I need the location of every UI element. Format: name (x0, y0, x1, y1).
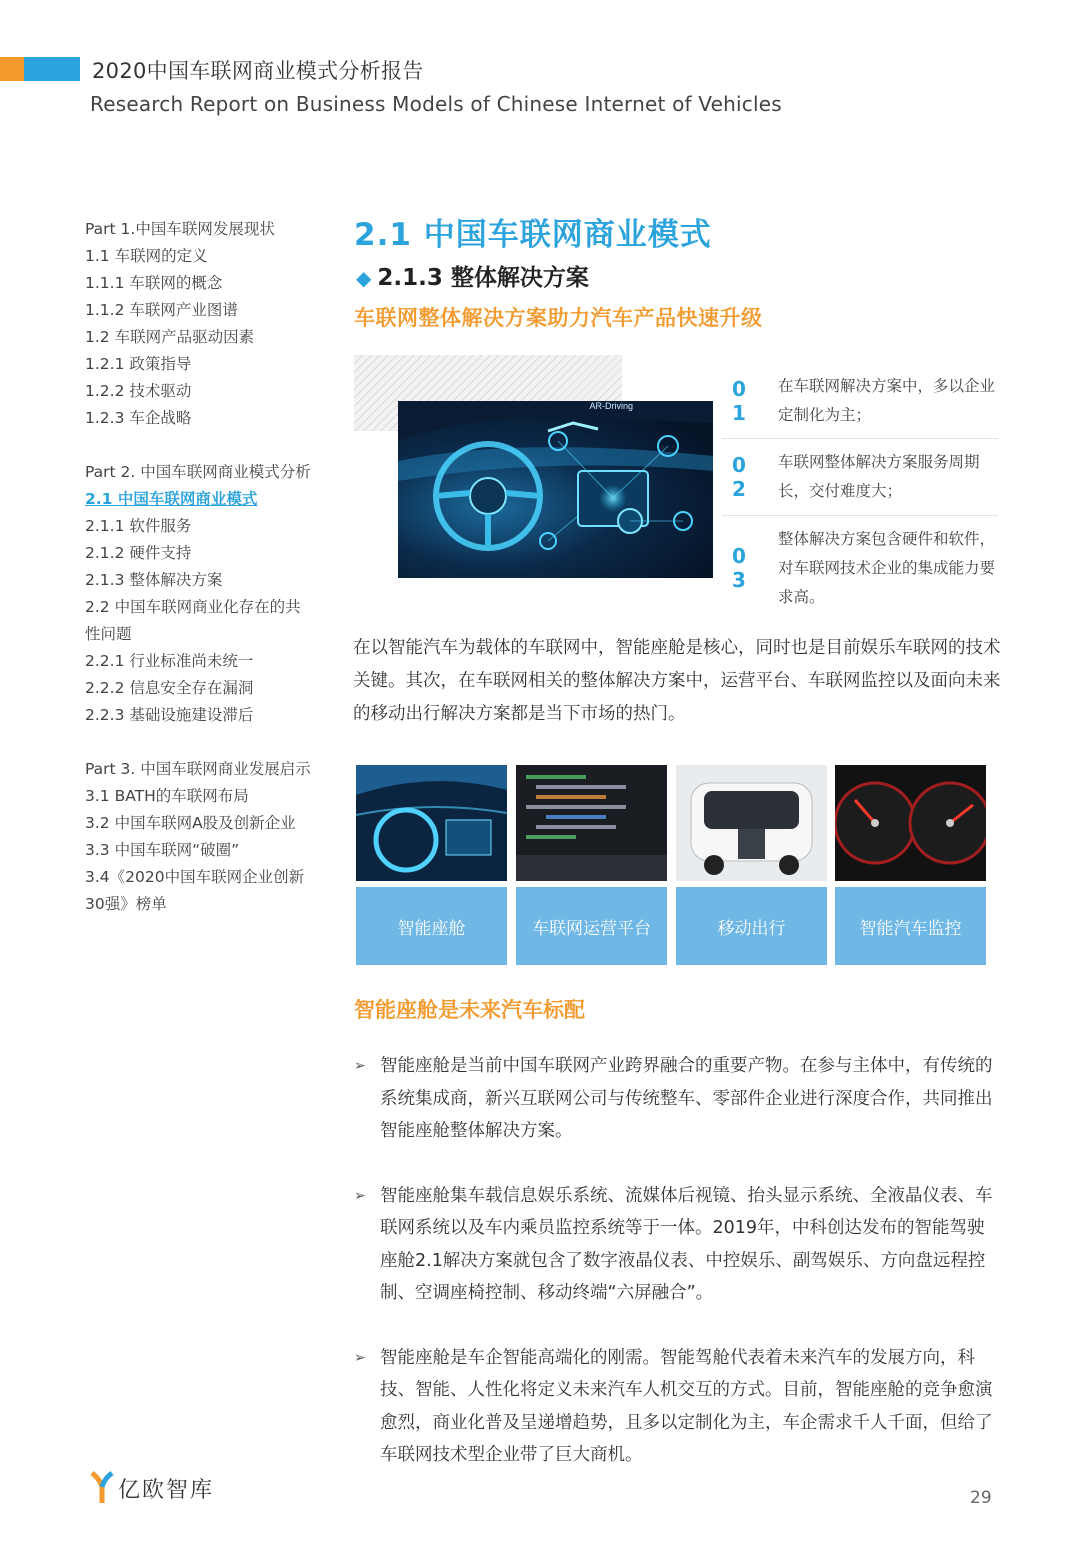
hero-caption: AR-Driving (589, 401, 633, 411)
bullet-item (354, 1342, 1002, 1472)
key-point-text: 在车联网解决方案中，多以企业定制化为主； (778, 377, 996, 424)
toc-item[interactable]: 2.1.2 硬件支持 (85, 544, 192, 562)
key-point (722, 439, 998, 516)
section-title: 2.1 中国车联网商业模式 (354, 217, 712, 253)
arrow-bullet-icon: ➢ (354, 1187, 366, 1204)
body-paragraph: 在以智能汽车为载体的车联网中，智能座舱是核心，同时也是目前娱乐车联网的技术关键。其次，在车联网相关的整体解决方案中，运营平台、车联网监控以及面向未来的移动出行解决方案都是当下市场的热门。 (353, 638, 1001, 724)
arrow-bullet-icon: ➢ (354, 1058, 366, 1074)
toc-item[interactable]: 性问题 (85, 625, 132, 643)
tile-image-code (516, 765, 667, 881)
toc-item[interactable]: 1.2.1 政策指导 (85, 355, 192, 373)
toc-item[interactable]: 1.1 车联网的定义 (85, 247, 208, 265)
toc-item[interactable]: 1.2.3 车企战略 (85, 409, 192, 427)
toc-item[interactable]: 1.2.2 技术驱动 (85, 382, 192, 400)
tile-label: 智能座舱 (356, 887, 507, 965)
toc-item[interactable]: 3.3 中国车联网“破圈” (85, 841, 240, 859)
toc-spacer (85, 729, 325, 756)
cockpit-illustration (398, 401, 713, 578)
yiou-logo-icon (90, 1471, 114, 1505)
subsection-title-text: 2.1.3 整体解决方案 (377, 265, 589, 291)
bullet-item (354, 1050, 1002, 1148)
toc-item[interactable]: 3.4《2020中国车联网企业创新 (85, 868, 305, 886)
toc-item[interactable]: 2.1.3 整体解决方案 (85, 571, 223, 589)
tile-label: 智能汽车监控 (835, 887, 986, 965)
toc-item[interactable]: 3.1 BATH的车联网布局 (85, 787, 249, 805)
toc-spacer (85, 432, 325, 459)
bullet-text: 智能座舱集车载信息娱乐系统、流媒体后视镜、抬头显示系统、全液晶仪表、车联网系统以及车内乘员监控系统等于一体。2019年，中科创达发布的智能驾驶座舱2.1解决方案就包含了数字液晶仪表、中控娱乐、副驾娱乐、方向盘远程控制、空调座椅控制、移动终端“六屏融合”。 (380, 1185, 993, 1303)
tile-image-cockpit (356, 765, 507, 881)
toc-item[interactable]: 30强》榜单 (85, 895, 167, 913)
diamond-icon: ◆ (356, 266, 372, 290)
table-of-contents (85, 216, 325, 918)
tile-operations-platform (516, 765, 667, 965)
page-number: 29 (970, 1488, 992, 1508)
footer-logo (90, 1471, 214, 1505)
bullet-text: 智能座舱是当前中国车联网产业跨界融合的重要产物。在参与主体中，有传统的系统集成商，新兴互联网公司与传统整车、零部件企业进行深度合作，共同推出智能座舱整体解决方案。 (380, 1056, 993, 1141)
toc-item[interactable]: 2.1.1 软件服务 (85, 517, 192, 535)
subsection-title (356, 259, 589, 292)
tile-image-shuttle (676, 765, 827, 881)
tile-smart-cockpit (356, 765, 507, 965)
toc-item-active[interactable]: 2.1 中国车联网商业模式 (85, 490, 258, 508)
headline-2: 智能座舱是未来汽车标配 (354, 998, 585, 1022)
key-points-list (722, 364, 998, 620)
report-title: 2020中国车联网商业模式分析报告 (92, 59, 424, 83)
key-point-number: 0 1 (732, 377, 750, 425)
toc-item[interactable]: 3.2 中国车联网A股及创新企业 (85, 814, 296, 832)
toc-item[interactable]: 2.2.3 基础设施建设滞后 (85, 706, 254, 724)
tile-vehicle-monitoring (835, 765, 986, 965)
toc-item[interactable]: Part 1.中国车联网发展现状 (85, 220, 275, 238)
key-point-text: 车联网整体解决方案服务周期长，交付难度大； (778, 453, 980, 500)
toc-item[interactable]: 1.1.2 车联网产业图谱 (85, 301, 238, 319)
tile-label: 车联网运营平台 (516, 887, 667, 965)
key-point-text: 整体解决方案包含硬件和软件，对车联网技术企业的集成能力要求高。 (778, 529, 996, 606)
headline: 车联网整体解决方案助力汽车产品快速升级 (354, 306, 763, 330)
toc-item[interactable]: 1.1.1 车联网的概念 (85, 274, 223, 292)
header-accent-orange (0, 57, 24, 81)
arrow-bullet-icon: ➢ (354, 1349, 366, 1366)
header-accent-blue (24, 57, 80, 81)
key-point (722, 364, 998, 439)
hero-cockpit-image (398, 401, 713, 578)
bullet-item (354, 1180, 1002, 1310)
bullet-text: 智能座舱是车企智能高端化的刚需。智能驾舱代表着未来汽车的发展方向，科技、智能、人性化将定义未来汽车人机交互的方式。目前，智能座舱的竞争愈演愈烈，商业化普及呈递增趋势，且多以定制化为主，车企需求千人千面，但给了车联网技术型企业带了巨大商机。 (380, 1347, 993, 1465)
bullet-list (354, 1050, 1002, 1504)
solution-tiles (356, 765, 986, 965)
key-point-number: 0 2 (732, 453, 750, 501)
tile-mobility (676, 765, 827, 965)
toc-item[interactable]: 2.2.2 信息安全存在漏洞 (85, 679, 254, 697)
toc-item[interactable]: 1.2 车联网产品驱动因素 (85, 328, 255, 346)
toc-item[interactable]: Part 3. 中国车联网商业发展启示 (85, 760, 311, 778)
key-point-number: 0 3 (732, 544, 750, 592)
key-point (722, 516, 998, 620)
toc-item[interactable]: 2.2.1 行业标准尚未统一 (85, 652, 254, 670)
tile-image-gauges (835, 765, 986, 881)
toc-item[interactable]: 2.2 中国车联网商业化存在的共 (85, 598, 301, 616)
toc-item[interactable]: Part 2. 中国车联网商业模式分析 (85, 463, 311, 481)
report-subtitle: Research Report on Business Models of Chinese Internet of Vehicles (90, 92, 782, 116)
logo-text: 亿欧智库 (118, 1477, 215, 1503)
tile-label: 移动出行 (676, 887, 827, 965)
